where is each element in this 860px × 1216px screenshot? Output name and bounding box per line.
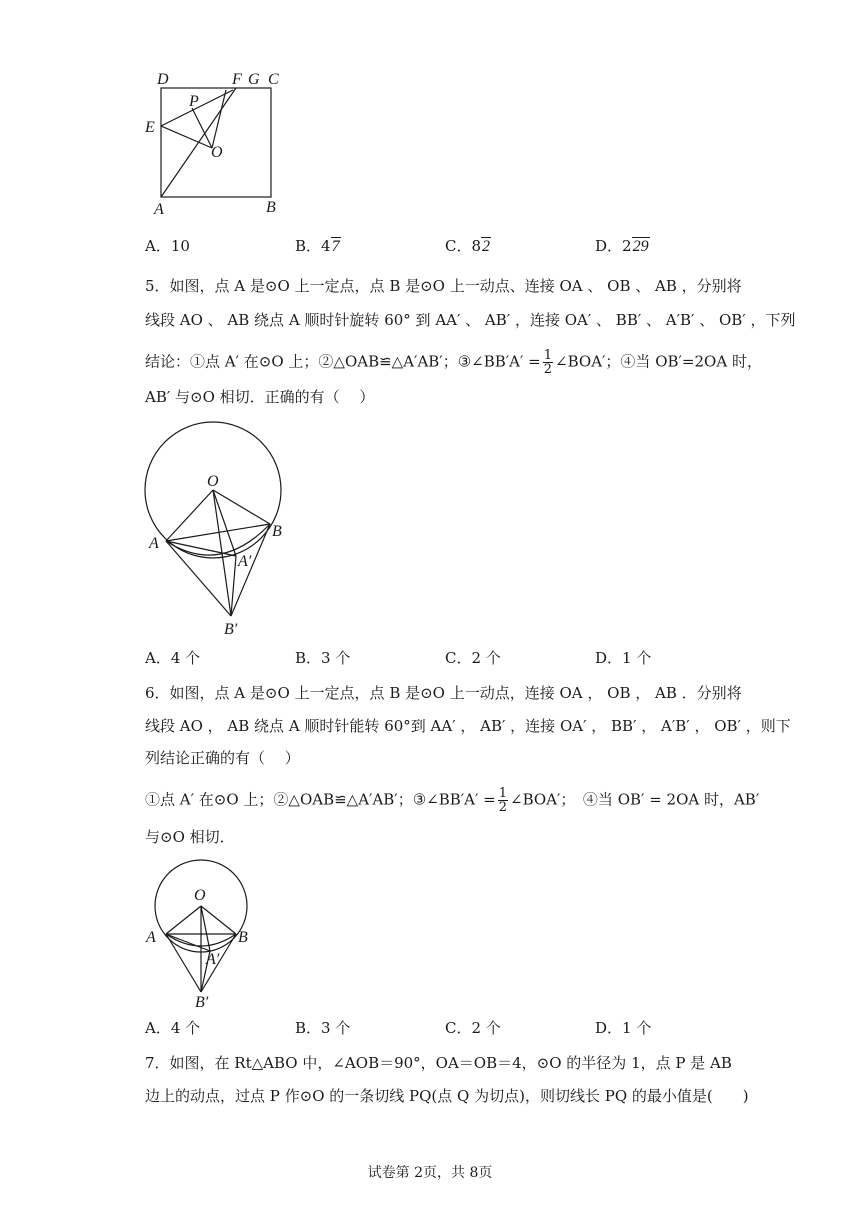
q6-circle-figure [140, 852, 260, 1012]
q5-fraction: $\frac{1}{2}$ [543, 348, 553, 377]
q5-option-c: C．2 个 [445, 649, 501, 667]
q5-line-3: 结论：①点 A′ 在⊙O 上；②△OAB≌△A′AB′；③∠BB′A′ = $\frac{1}{2}$ ∠BOA′；④当 OB′=2OA 时， [145, 348, 762, 377]
label-B: B [266, 199, 276, 216]
q7-line-1: 7．如图，在 Rt△ABO 中，∠AOB＝90°，OA＝OB＝4，⊙O 的半径为 1，点 P 是 AB [145, 1054, 732, 1072]
q5-option-d: D．1 个 [595, 649, 652, 667]
q6-label-O: O [194, 887, 206, 904]
q5-line-2: 线段 AO 、 AB 绕点 A 顺时针旋转 60° 到 AA′ 、 AB′ ，连接 OA′ 、 BB′ 、 A′B′ 、 OB′ ，下列 [145, 311, 796, 329]
q6-option-d: D．1 个 [595, 1019, 652, 1037]
label-P: P [189, 93, 199, 110]
q6-fraction: $\frac{1}{2}$ [498, 786, 508, 815]
q4-option-c: C．82 [445, 237, 491, 255]
q6-label-B-prime: B′ [195, 994, 209, 1011]
label-E: E [145, 119, 155, 136]
q6-label-B: B [238, 929, 248, 946]
label-O: O [211, 144, 223, 161]
q4-option-a: A．10 [145, 237, 190, 255]
q6-option-a: A．4 个 [145, 1019, 201, 1037]
q5-option-a: A．4 个 [145, 649, 201, 667]
q6-line-3: 列结论正确的有（ ） [145, 749, 300, 767]
label-A: A [154, 201, 164, 218]
q6-label-A-prime: A′ [206, 951, 220, 968]
q6-line-2: 线段 AO ， AB 绕点 A 顺时针能转 60°到 AA′ ， AB′ ，连接 OA′ ， BB′ ， A′B′ ， OB′ ，则下 [145, 717, 791, 735]
label-D: D [157, 71, 169, 88]
q6-line-1: 6．如图，点 A 是⊙O 上一定点，点 B 是⊙O 上一动点，连接 OA ， OB ， AB ．分别将 [145, 684, 742, 702]
q6-line-5: 与⊙O 相切． [145, 828, 235, 846]
q6-option-c: C．2 个 [445, 1019, 501, 1037]
label-F: F [232, 71, 242, 88]
q7-line-2: 边上的动点，过点 P 作⊙O 的一条切线 PQ(点 Q 为切点)，则切线长 PQ 的最小值是( ) [145, 1087, 749, 1105]
q4-option-b: B．47 [295, 237, 340, 255]
q6-line-4: ①点 A′ 在⊙O 上；②△OAB≌△A′AB′；③∠BB′A′ = $\frac{1}{2}$ ∠BOA′； ④当 OB′ = 2OA 时，AB′ [145, 786, 760, 815]
q5-line-4: AB′ 与⊙O 相切．正确的有（ ） [145, 388, 375, 406]
q5-label-O: O [207, 473, 219, 490]
q5-label-A-prime: A′ [238, 553, 252, 570]
page-footer: 试卷第 2页，共 8页 [367, 1165, 493, 1181]
q4-option-d: D．229 [595, 237, 649, 255]
q5-option-b: B．3 个 [295, 649, 351, 667]
q5-line-1: 5．如图，点 A 是⊙O 上一定点，点 B 是⊙O 上一动点、连接 OA 、 OB 、 AB ，分别将 [145, 277, 742, 295]
label-C: C [268, 71, 279, 88]
label-G: G [248, 71, 260, 88]
q6-label-A: A [146, 929, 156, 946]
q5-label-B-prime: B′ [224, 621, 238, 638]
square-figure [140, 66, 290, 221]
q5-label-B: B [272, 523, 282, 540]
q5-label-A: A [149, 535, 159, 552]
q5-circle-figure [140, 416, 300, 644]
q6-option-b: B．3 个 [295, 1019, 351, 1037]
